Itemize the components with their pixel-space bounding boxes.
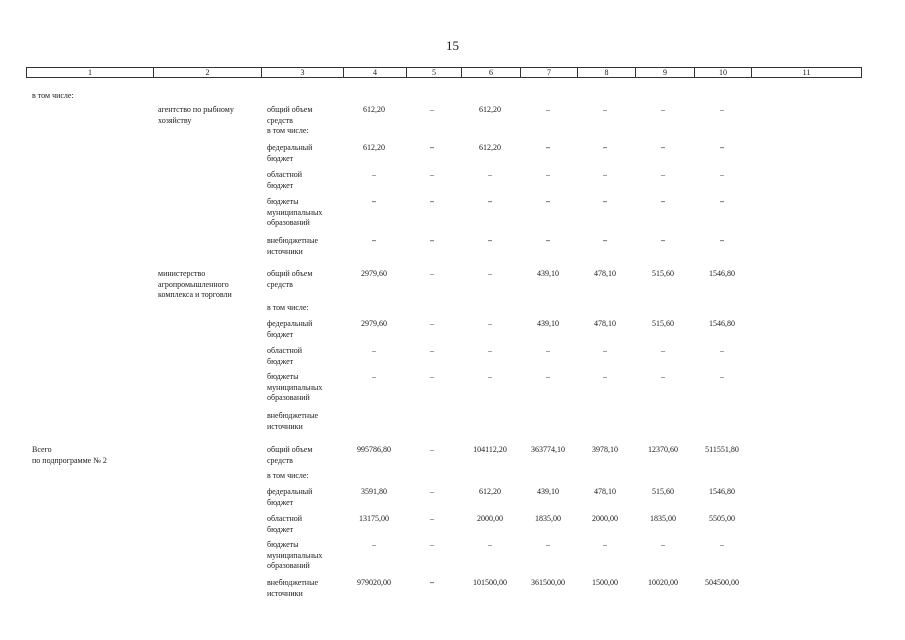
row-9-value-col-10: – xyxy=(720,372,724,381)
header-col-3: 3 xyxy=(261,68,343,77)
row-5-value-col-9: 515,60 xyxy=(652,269,674,278)
row-13-value-col-8: 478,10 xyxy=(594,487,616,496)
row-4-value-col-6: – xyxy=(488,236,492,245)
row-14-value-col-9: 1835,00 xyxy=(650,514,676,523)
row-5-value-col-8: 478,10 xyxy=(594,269,616,278)
row-4-value-col-10: – xyxy=(720,236,724,245)
row-13-value-col-5: – xyxy=(430,487,434,496)
row-15-value-col-8: – xyxy=(603,540,607,549)
header-col-7: 7 xyxy=(520,68,577,77)
row-1-value-col-5: – xyxy=(430,143,434,152)
row-9-value-col-8: – xyxy=(603,372,607,381)
row-1-value-col-7: – xyxy=(546,143,550,152)
row-1-funding-source: федеральный бюджет xyxy=(267,143,313,163)
row-4-value-col-5: – xyxy=(430,236,434,245)
row-13-value-col-9: 515,60 xyxy=(652,487,674,496)
row-6-funding-source: в том числе: xyxy=(267,303,309,312)
header-col-8: 8 xyxy=(577,68,635,77)
row-11-value-col-10: 511551,80 xyxy=(705,445,739,454)
row-2-value-col-8: – xyxy=(603,170,607,179)
row-1-value-col-4: 612,20 xyxy=(363,143,385,152)
row-7-value-col-10: 1546,80 xyxy=(709,319,735,328)
row-14-value-col-4: 13175,00 xyxy=(359,514,389,523)
row-5-value-col-7: 439,10 xyxy=(537,269,559,278)
row-16-value-col-9: 10020,00 xyxy=(648,578,678,587)
row-11-funding-source: общий объем средств xyxy=(267,445,313,465)
row-8-value-col-7: – xyxy=(546,346,550,355)
row-5-value-col-5: – xyxy=(430,269,434,278)
row-8-value-col-8: – xyxy=(603,346,607,355)
row-5-funding-source: общий объем средств xyxy=(267,269,313,289)
row-3-funding-source: бюджеты муниципальных образований xyxy=(267,197,323,227)
row-8-value-col-5: – xyxy=(430,346,434,355)
row-14-value-col-6: 2000,00 xyxy=(477,514,503,523)
row-0-organization: агентство по рыбному хозяйству xyxy=(158,105,234,125)
row-16-value-col-8: 1500,00 xyxy=(592,578,618,587)
header-col-5: 5 xyxy=(406,68,461,77)
row-7-value-col-6: – xyxy=(488,319,492,328)
row-9-value-col-7: – xyxy=(546,372,550,381)
row-5-value-col-6: – xyxy=(488,269,492,278)
page-number: 15 xyxy=(446,38,459,53)
row-11-value-col-5: – xyxy=(430,445,434,454)
row-13-value-col-7: 439,10 xyxy=(537,487,559,496)
row-14-value-col-5: – xyxy=(430,514,434,523)
row-4-value-col-7: – xyxy=(546,236,550,245)
row-14-value-col-8: 2000,00 xyxy=(592,514,618,523)
row-2-value-col-6: – xyxy=(488,170,492,179)
row-8-value-col-9: – xyxy=(661,346,665,355)
header-col-4: 4 xyxy=(343,68,406,77)
row-5-value-col-4: 2979,60 xyxy=(361,269,387,278)
row-0-value-col-9: – xyxy=(661,105,665,114)
row-9-value-col-9: – xyxy=(661,372,665,381)
row-5-value-col-10: 1546,80 xyxy=(709,269,735,278)
row-16-funding-source: внебюджетные источники xyxy=(267,578,318,598)
row-1-value-col-9: – xyxy=(661,143,665,152)
row-8-value-col-10: – xyxy=(720,346,724,355)
row-4-value-col-4: – xyxy=(372,236,376,245)
row-2-funding-source: областной бюджет xyxy=(267,170,303,190)
row-7-value-col-5: – xyxy=(430,319,434,328)
row-16-value-col-4: 979020,00 xyxy=(357,578,391,587)
header-col-6: 6 xyxy=(461,68,520,77)
row-13-value-col-4: 3591,80 xyxy=(361,487,387,496)
row-15-value-col-4: – xyxy=(372,540,376,549)
header-col-11: 11 xyxy=(751,68,861,77)
row-16-value-col-10: 504500,00 xyxy=(705,578,739,587)
row-0-value-col-8: – xyxy=(603,105,607,114)
header-col-9: 9 xyxy=(635,68,694,77)
row-2-value-col-9: – xyxy=(661,170,665,179)
row-8-value-col-4: – xyxy=(372,346,376,355)
row-3-value-col-9: – xyxy=(661,197,665,206)
row-2-value-col-7: – xyxy=(546,170,550,179)
row-16-value-col-7: 361500,00 xyxy=(531,578,565,587)
row-14-value-col-7: 1835,00 xyxy=(535,514,561,523)
row-15-funding-source: бюджеты муниципальных образований xyxy=(267,540,323,570)
row-2-value-col-5: – xyxy=(430,170,434,179)
row-13-value-col-6: 612,20 xyxy=(479,487,501,496)
row-4-value-col-9: – xyxy=(661,236,665,245)
row-11-value-col-7: 363774,10 xyxy=(531,445,565,454)
row-1-value-col-10: – xyxy=(720,143,724,152)
row-5-organization: министерство агропромышленного комплекса и торговли xyxy=(158,269,232,299)
row-11-value-col-9: 12370,60 xyxy=(648,445,678,454)
row-3-value-col-10: – xyxy=(720,197,724,206)
row-0-value-col-10: – xyxy=(720,105,724,114)
row-0-value-col-6: 612,20 xyxy=(479,105,501,114)
row-4-value-col-8: – xyxy=(603,236,607,245)
row-9-funding-source: бюджеты муниципальных образований xyxy=(267,372,323,402)
row-13-value-col-10: 1546,80 xyxy=(709,487,735,496)
row-11-value-col-4: 995786,80 xyxy=(357,445,391,454)
row-9-value-col-5: – xyxy=(430,372,434,381)
row-10-funding-source: внебюджетные источники xyxy=(267,411,318,431)
row-13-funding-source: федеральный бюджет xyxy=(267,487,313,507)
row-7-funding-source: федеральный бюджет xyxy=(267,319,313,339)
row-14-value-col-10: 5505,00 xyxy=(709,514,735,523)
row-2-value-col-4: – xyxy=(372,170,376,179)
row-14-funding-source: областной бюджет xyxy=(267,514,303,534)
row-1-value-col-8: – xyxy=(603,143,607,152)
row-9-value-col-4: – xyxy=(372,372,376,381)
row-9-value-col-6: – xyxy=(488,372,492,381)
row-4-funding-source: внебюджетные источники xyxy=(267,236,318,256)
intro-text: в том числе: xyxy=(32,91,74,100)
row-15-value-col-7: – xyxy=(546,540,550,549)
header-col-1: 1 xyxy=(88,68,92,77)
table-header-row xyxy=(26,67,862,78)
row-0-funding-source: общий объем средств в том числе: xyxy=(267,105,313,135)
row-7-value-col-8: 478,10 xyxy=(594,319,616,328)
row-12-funding-source: в том числе: xyxy=(267,471,309,480)
row-3-value-col-8: – xyxy=(603,197,607,206)
row-15-value-col-6: – xyxy=(488,540,492,549)
row-2-value-col-10: – xyxy=(720,170,724,179)
row-11-total-label: Всего по подпрограмме № 2 xyxy=(32,445,107,465)
header-col-10: 10 xyxy=(694,68,751,77)
row-0-value-col-4: 612,20 xyxy=(363,105,385,114)
row-16-value-col-5: – xyxy=(430,578,434,587)
row-8-value-col-6: – xyxy=(488,346,492,355)
row-15-value-col-10: – xyxy=(720,540,724,549)
row-11-value-col-6: 104112,20 xyxy=(473,445,507,454)
row-11-value-col-8: 3978,10 xyxy=(592,445,618,454)
row-3-value-col-7: – xyxy=(546,197,550,206)
row-15-value-col-9: – xyxy=(661,540,665,549)
row-7-value-col-4: 2979,60 xyxy=(361,319,387,328)
row-15-value-col-5: – xyxy=(430,540,434,549)
row-3-value-col-5: – xyxy=(430,197,434,206)
row-3-value-col-4: – xyxy=(372,197,376,206)
row-1-value-col-6: 612,20 xyxy=(479,143,501,152)
row-0-value-col-5: – xyxy=(430,105,434,114)
row-7-value-col-9: 515,60 xyxy=(652,319,674,328)
row-16-value-col-6: 101500,00 xyxy=(473,578,507,587)
row-0-value-col-7: – xyxy=(546,105,550,114)
header-col-2: 2 xyxy=(153,68,261,77)
row-7-value-col-7: 439,10 xyxy=(537,319,559,328)
row-8-funding-source: областной бюджет xyxy=(267,346,303,366)
row-3-value-col-6: – xyxy=(488,197,492,206)
